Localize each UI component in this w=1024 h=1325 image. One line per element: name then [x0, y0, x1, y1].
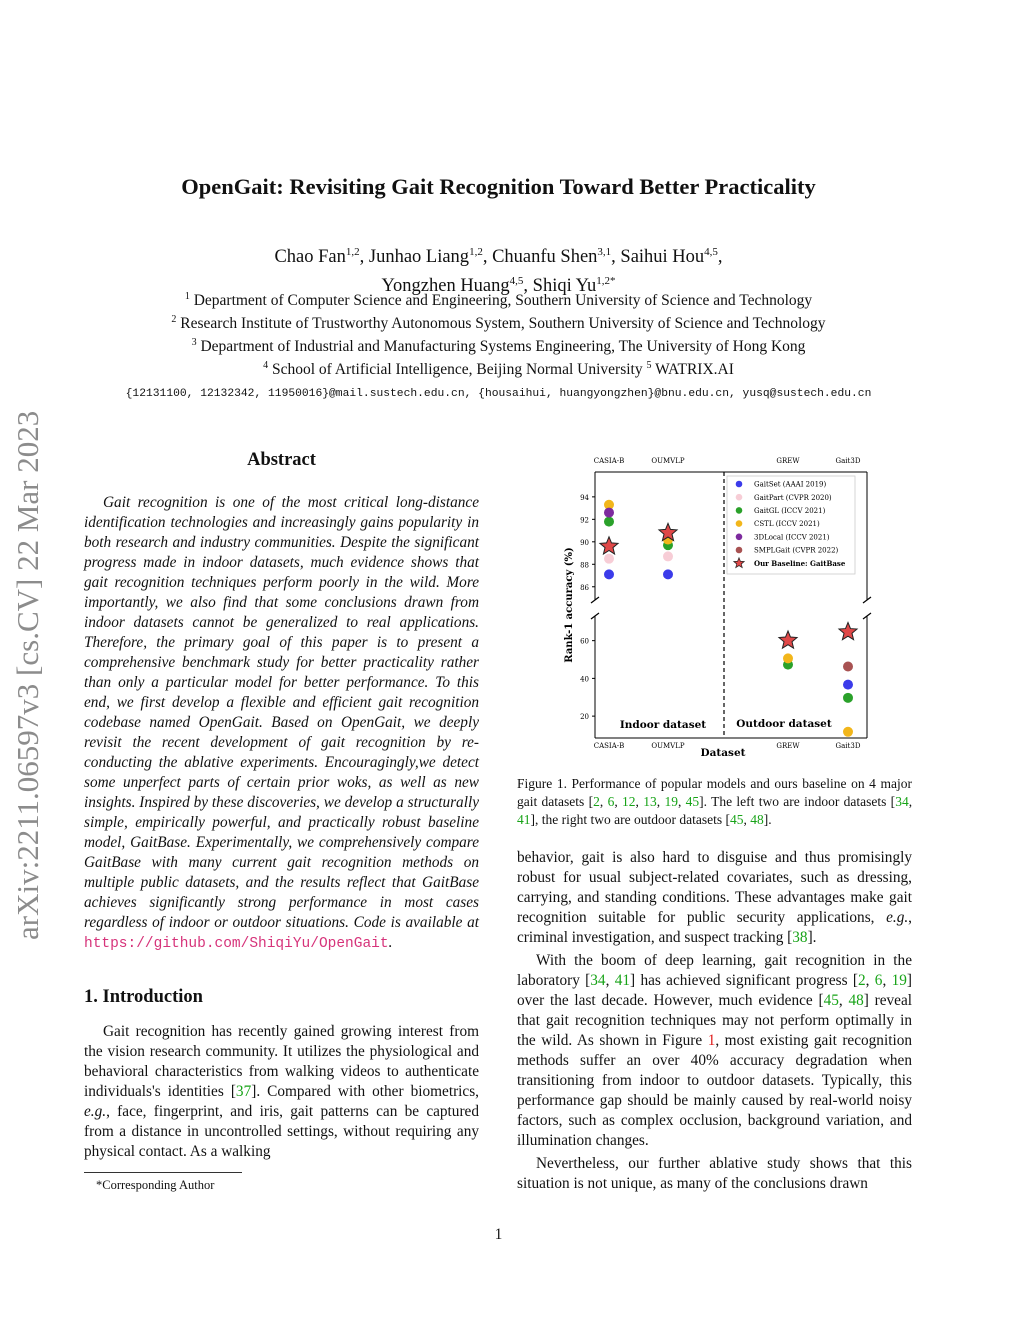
page-number: 1 — [494, 1226, 503, 1243]
citation-link[interactable]: 34 — [895, 794, 909, 809]
author-name: Yongzhen Huang — [381, 276, 510, 297]
data-point — [843, 693, 853, 703]
legend-label: GaitPart (CVPR 2020) — [754, 493, 832, 502]
author-name: Junhao Liang — [368, 247, 470, 268]
indoor-group-label: Indoor dataset — [619, 719, 707, 731]
intro-paragraph: Gait recognition has recently gained growing interest from the vision research community. It utilizes the physiological and behavioral characteristics from walking videos to authenticate individuals's identities [37]. Compared with other biometrics, e.g., face, fingerprint, and iris, gait patterns can be captured from a distance in uncontrolled settings, without requiring any physical contact. As a walking — [84, 1023, 479, 1160]
figure-1-caption: Figure 1. Performance of popular models and ours baseline on 4 major gait datasets [2, 6, 12, 13, 19, 45]. The left two are indoor datasets [34, 41], the right two are outdoor datasets [45, 48]. — [517, 776, 913, 827]
x-tick-label: OUMVLP — [651, 742, 685, 750]
author-list: Chao Fan$^{1,2}$, Junhao Liang$^{1,2}$, Chuanfu Shen$^{3,1}$, Saihui Hou$^{4,5}$, Yongzhen Huang$^{4,5}$, Shiqi $Yu^{1,2*}$ — [274, 246, 723, 297]
author-name: Chuanfu Shen — [492, 247, 598, 268]
x-top-tick-label: GREW — [776, 457, 800, 465]
affiliation-3: $^3$ Department of Industrial and Manufacturing Systems Engineering, The University of Hong Kong — [191, 337, 806, 356]
y-tick-label: 92 — [580, 516, 589, 525]
y-tick-label: 90 — [580, 538, 589, 547]
citation-link[interactable]: 12 — [622, 794, 636, 809]
data-point-star — [779, 631, 797, 648]
affiliation-2: $^2$ Research Institute of Trustworthy Autonomous System, Southern University of Science and Technology — [171, 314, 826, 333]
author-affil-sup: 1,2 — [469, 246, 483, 258]
legend-marker — [736, 494, 743, 501]
y-tick-label: 60 — [580, 637, 589, 646]
y-axis-title: Rank-1 accuracy (%) — [564, 547, 575, 663]
citation-link[interactable]: 45 — [729, 812, 744, 827]
outdoor-group-label: Outdoor dataset — [736, 718, 832, 730]
y-tick-label: 86 — [580, 583, 589, 592]
data-point — [783, 653, 793, 663]
right-column-text: behavior, gait is also hard to disguise and thus promisingly robust for usual subject-related covariates, such as dressing, carrying, and standing conditions. These advantages make gait recognition suitable for public security applications, e.g., criminal investigation, and suspect tracking [38]. With the boom of deep learning, gait recognition in the laboratory [34, 41] has achieved significant progress [2, 6, 19] over the last decade. However, much evidence [45, 48] reveal that gait recognition techniques may not perform optimally in the wild. As shown in Figure 1, most existing gait recognition methods suffer an over 40% accuracy degradation when transitioning from indoor to outdoor datasets. Typically, this performance gap should be mainly caused by real-world noisy factors, such as complex occlusion, background variation, and illumination changes. Nevertheless, our further ablative study shows that this situation is not unique, as many of the conclusions drawn — [517, 849, 913, 1192]
citation-link[interactable]: 19 — [891, 972, 907, 989]
abstract-heading: Abstract — [247, 450, 316, 470]
citation-link[interactable]: 48 — [750, 812, 764, 827]
arxiv-identifier: arXiv:2211.06597v3 [cs.CV] 22 Mar 2023 — [10, 410, 45, 940]
x-top-tick-label: OUMVLP — [651, 457, 685, 465]
legend-marker — [736, 534, 743, 541]
y-tick-label: 20 — [580, 713, 589, 722]
citation-link[interactable]: 41 — [614, 972, 631, 989]
data-point-star — [839, 622, 857, 639]
footnote: *Corresponding Author — [96, 1178, 215, 1192]
citation-link[interactable]: 2 — [593, 794, 600, 809]
author-affil-sup: 4,5 — [704, 246, 718, 258]
x-top-tick-label: Gait3D — [835, 457, 861, 465]
legend-label: SMPLGait (CVPR 2022) — [754, 546, 839, 555]
footnote-rule — [84, 1172, 242, 1173]
legend-marker — [736, 547, 743, 554]
citation-link[interactable]: 13 — [643, 794, 657, 809]
x-axis-title: Dataset — [700, 747, 746, 759]
y-tick-label: 94 — [580, 493, 589, 502]
citation-link[interactable]: 19 — [664, 794, 678, 809]
citation-link[interactable]: 34 — [590, 972, 606, 989]
author-name: Shiqi Yu — [532, 276, 597, 297]
data-point — [843, 661, 853, 671]
abstract-body: Gait recognition is one of the most critical long-distance identification technologies and increasingly gains popularity in both research and industry communities. Despite the significant progress made in indoor datasets, much evidence shows that gait recognition techniques perform poorly in the wild. More importantly, we also find that some conclusions drawn from indoor datasets cannot be generalized to real applications. Therefore, the primary goal of this paper is to present a comprehensive benchmark study for better practicality rather than only a particular model for better performance. To this end, we first develop a flexible and efficient gait recognition codebase named OpenGait. Based on OpenGait, we deeply revisit the recent development of gait recognition by re-conducting the ablative experiments. Encouragingly,we detect some unperfect parts of certain prior woks, as well as new insights. Inspired by these discoveries, we develop a structurally simple, empirically powerful, and practically robust baseline model, GaitBase. Experimentally, we comprehensively compare GaitBase with many current gait recognition methods on multiple public datasets, and the results reflect that GaitBase achieves significantly strong performance in most cases regardless of indoor or outdoor situations. Code is available at https://github.com/ShiqiYu/OpenGait. — [84, 494, 479, 952]
citation-link[interactable]: 41 — [517, 812, 531, 827]
author-emails: {12131100, 12132342, 11950016}@mail.sustech.edu.cn, {housaihui, huangyongzhen}@bnu.edu.cn, yusq@sustech.edu.cn — [125, 388, 872, 400]
data-point-star — [600, 537, 618, 554]
data-point — [663, 569, 673, 579]
citation-link[interactable]: 6 — [607, 794, 615, 809]
data-point — [843, 727, 853, 737]
paper-title: OpenGait: Revisiting Gait Recognition Toward Better Practicality — [181, 174, 816, 199]
author-name: Chao Fan — [274, 247, 346, 268]
figure-1-chart — [555, 450, 880, 765]
data-point — [663, 551, 673, 561]
data-point — [604, 554, 614, 564]
y-tick-label: 40 — [580, 675, 589, 684]
citation-link[interactable]: 48 — [848, 992, 864, 1009]
y-tick-label: 88 — [580, 561, 589, 570]
legend-label: GaitSet (AAAI 2019) — [754, 480, 827, 489]
author-name: Saihui Hou — [620, 247, 705, 268]
figure-reference-link[interactable]: 1 — [707, 1032, 716, 1049]
legend-label: Our Baseline: GaitBase — [754, 558, 846, 568]
data-point — [843, 680, 853, 690]
code-link[interactable]: https://github.com/ShiqiYu/OpenGait — [84, 936, 389, 952]
legend-label: 3DLocal (ICCV 2021) — [754, 533, 830, 542]
affiliation-1: $^1$ Department of Computer Science and Engineering, Southern University of Science and Technology — [184, 291, 813, 310]
legend-marker — [736, 520, 743, 527]
legend-marker — [736, 481, 743, 488]
citation-link[interactable]: 37 — [235, 1083, 252, 1100]
citation-link[interactable]: 45 — [685, 794, 700, 809]
author-affil-sup: 1,2* — [596, 275, 616, 288]
x-tick-label: Gait3D — [835, 742, 861, 750]
affiliation-4-5: $^4$ School of Artificial Intelligence, Beijing Normal University $^5$ WATRIX.AI — [263, 360, 734, 379]
data-point — [604, 569, 614, 579]
author-affil-sup: 1,2 — [345, 246, 360, 258]
legend-label: CSTL (ICCV 2021) — [754, 520, 820, 529]
author-affil-sup: 3,1 — [597, 246, 612, 258]
x-top-tick-label: CASIA-B — [593, 457, 625, 465]
section-heading-introduction: 1. Introduction — [84, 987, 203, 1007]
x-tick-label: CASIA-B — [593, 742, 625, 750]
x-tick-label: GREW — [776, 742, 800, 750]
citation-link[interactable]: 2 — [857, 972, 866, 989]
author-affil-sup: 4,5 — [509, 275, 524, 288]
data-point — [604, 517, 614, 527]
legend-label: GaitGL (ICCV 2021) — [754, 507, 826, 515]
data-point — [604, 508, 614, 518]
legend-marker — [736, 507, 743, 514]
citation-link[interactable]: 45 — [823, 992, 839, 1009]
citation-link[interactable]: 6 — [874, 972, 883, 989]
citation-link[interactable]: 38 — [792, 929, 808, 946]
